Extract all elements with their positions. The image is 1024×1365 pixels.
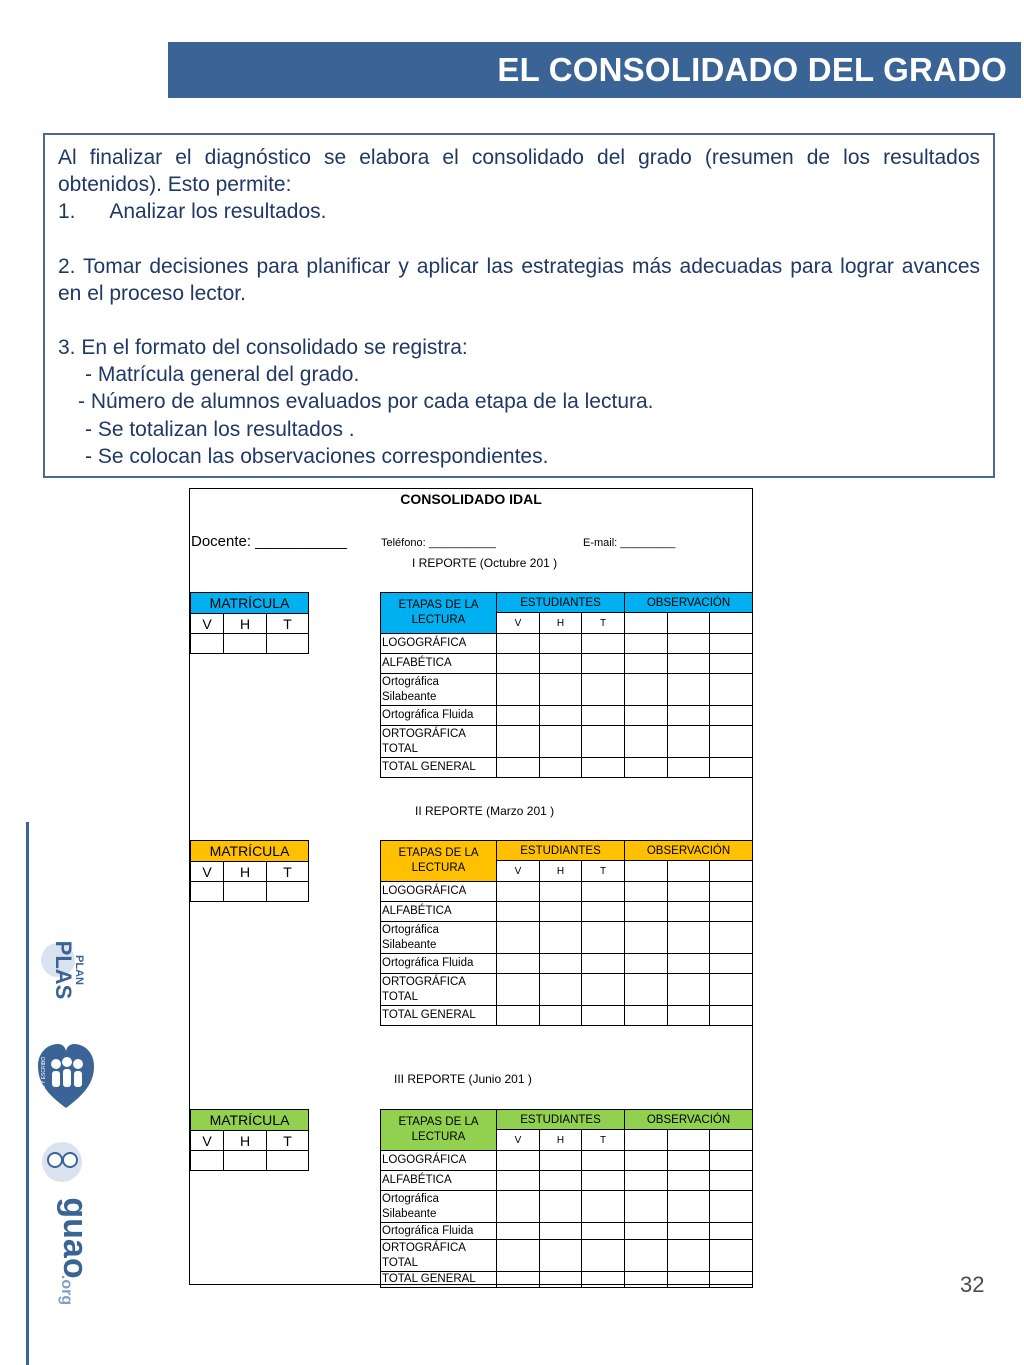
- stage-cell[interactable]: [710, 758, 753, 778]
- v-header: V: [191, 1131, 224, 1151]
- stage-cell[interactable]: [540, 902, 582, 922]
- observacion-cell[interactable]: [668, 861, 710, 882]
- stage-cell[interactable]: [497, 1151, 540, 1171]
- stage-cell[interactable]: [710, 1006, 753, 1026]
- matricula-table: [190, 592, 309, 654]
- stage-cell[interactable]: [540, 1272, 582, 1288]
- stage-label: LOGOGRÁFICA: [381, 1151, 497, 1171]
- stage-cell[interactable]: [540, 922, 582, 954]
- stage-cell[interactable]: [582, 902, 625, 922]
- stage-cell[interactable]: [625, 706, 668, 726]
- stage-label: TOTAL GENERAL: [381, 1006, 497, 1026]
- stage-cell[interactable]: [625, 758, 668, 778]
- h-header: H: [224, 614, 267, 634]
- etapas-table: [380, 1109, 753, 1288]
- stage-label: Ortográfica Fluida: [381, 954, 497, 974]
- stage-cell[interactable]: [540, 954, 582, 974]
- stage-cell[interactable]: [582, 922, 625, 954]
- stage-cell[interactable]: [540, 1171, 582, 1191]
- estudiantes-header: ESTUDIANTES: [497, 841, 625, 861]
- stage-cell[interactable]: [497, 758, 540, 778]
- stage-cell[interactable]: [540, 706, 582, 726]
- org-logo-text: .org: [58, 1274, 75, 1306]
- stage-cell[interactable]: [540, 1151, 582, 1171]
- stage-label: ALFABÉTICA: [381, 902, 497, 922]
- stage-cell[interactable]: [540, 882, 582, 902]
- stage-cell[interactable]: [540, 1006, 582, 1026]
- stage-cell[interactable]: [668, 922, 710, 954]
- stage-cell[interactable]: [497, 902, 540, 922]
- telefono-field: Teléfono: ___________: [381, 537, 496, 549]
- matricula-header: MATRÍCULA: [191, 1110, 309, 1131]
- stage-cell[interactable]: [668, 726, 710, 758]
- bullet-3: - Se totalizan los resultados .: [85, 417, 355, 441]
- stage-cell[interactable]: [497, 1223, 540, 1240]
- stage-cell[interactable]: [540, 974, 582, 1006]
- etapas-table: [380, 840, 753, 1026]
- t-header: T: [582, 613, 625, 634]
- stage-cell[interactable]: [497, 974, 540, 1006]
- item-1: 1. Analizar los resultados.: [58, 200, 327, 224]
- stage-cell[interactable]: [625, 634, 668, 654]
- h-header: H: [224, 1131, 267, 1151]
- stage-cell[interactable]: [710, 1272, 753, 1288]
- matricula-cell[interactable]: [267, 882, 309, 902]
- item-3: 3. En el formato del consolidado se registra:: [58, 336, 468, 360]
- observacion-cell[interactable]: [625, 861, 668, 882]
- stage-cell[interactable]: [497, 922, 540, 954]
- page-number: 32: [960, 1272, 985, 1297]
- plan-plas-logo: [36, 930, 96, 1010]
- stage-cell[interactable]: [668, 902, 710, 922]
- t-header: T: [582, 861, 625, 882]
- stage-cell[interactable]: [540, 634, 582, 654]
- stage-cell[interactable]: [710, 1240, 753, 1272]
- stage-cell[interactable]: [710, 974, 753, 1006]
- stage-cell[interactable]: [625, 922, 668, 954]
- matricula-cell[interactable]: [191, 1151, 224, 1171]
- stage-label: Ortográfica Fluida: [381, 1223, 497, 1240]
- consolidado-form: [189, 488, 753, 1285]
- stage-cell[interactable]: [668, 1171, 710, 1191]
- stage-cell[interactable]: [582, 1223, 625, 1240]
- stage-cell[interactable]: [582, 954, 625, 974]
- stage-label: LOGOGRÁFICA: [381, 882, 497, 902]
- stage-cell[interactable]: [625, 1151, 668, 1171]
- stage-cell[interactable]: [582, 1272, 625, 1288]
- matricula-cell[interactable]: [267, 1151, 309, 1171]
- stage-cell[interactable]: [668, 1223, 710, 1240]
- h-header: H: [540, 861, 582, 882]
- v-header: V: [191, 862, 224, 882]
- bullet-4: - Se colocan las observaciones correspondientes.: [85, 444, 549, 468]
- stage-cell[interactable]: [625, 1006, 668, 1026]
- stage-cell[interactable]: [582, 706, 625, 726]
- stage-cell[interactable]: [710, 954, 753, 974]
- etapas-table: [380, 592, 753, 778]
- info-box: [43, 133, 995, 478]
- stage-label: Ortográfica Silabeante: [381, 922, 497, 954]
- observacion-header: OBSERVACIÓN: [625, 593, 753, 613]
- v-header: V: [497, 1130, 540, 1151]
- matricula-cell[interactable]: [191, 634, 224, 654]
- stage-cell[interactable]: [668, 634, 710, 654]
- stage-cell[interactable]: [497, 674, 540, 706]
- form-title: CONSOLIDADO IDAL: [400, 491, 542, 507]
- stage-label: TOTAL GENERAL: [381, 758, 497, 778]
- observacion-header: OBSERVACIÓN: [625, 1110, 753, 1130]
- h-header: H: [540, 613, 582, 634]
- stage-cell[interactable]: [710, 902, 753, 922]
- stage-cell[interactable]: [710, 882, 753, 902]
- observacion-cell[interactable]: [625, 1130, 668, 1151]
- matricula-header: MATRÍCULA: [191, 593, 309, 614]
- v-header: V: [497, 861, 540, 882]
- title-bar: [168, 42, 1021, 98]
- intro-text: Al finalizar el diagnóstico se elabora el consolidado del grado (resumen de los resultados obtenidos). Esto permite:: [58, 146, 980, 197]
- stage-cell[interactable]: [497, 1272, 540, 1288]
- stage-label: Ortográfica Silabeante: [381, 674, 497, 706]
- stage-cell[interactable]: [625, 1240, 668, 1272]
- stage-cell[interactable]: [582, 758, 625, 778]
- stage-cell[interactable]: [540, 1191, 582, 1223]
- stage-cell[interactable]: [497, 1191, 540, 1223]
- stage-cell[interactable]: [625, 1191, 668, 1223]
- stage-cell[interactable]: [582, 1006, 625, 1026]
- item-2: 2. Tomar decisiones para planificar y aplicar las estrategias más adecuadas para lograr avances en el proceso lector.: [58, 254, 980, 305]
- stage-cell[interactable]: [625, 1272, 668, 1288]
- stage-cell[interactable]: [625, 974, 668, 1006]
- observacion-cell[interactable]: [668, 1130, 710, 1151]
- stage-cell[interactable]: [668, 758, 710, 778]
- stage-cell[interactable]: [497, 954, 540, 974]
- h-header: H: [224, 862, 267, 882]
- stage-cell[interactable]: [497, 1171, 540, 1191]
- stage-cell[interactable]: [668, 882, 710, 902]
- stage-cell[interactable]: [540, 1223, 582, 1240]
- observacion-cell[interactable]: [710, 861, 753, 882]
- bullet-1: - Matrícula general del grado.: [85, 363, 360, 387]
- plan-logo-text: PLAN: [73, 955, 85, 985]
- stage-cell[interactable]: [540, 726, 582, 758]
- heart-logo-text: LEO Y ESCRIBO: [41, 1056, 47, 1096]
- stage-cell[interactable]: [625, 902, 668, 922]
- t-header: T: [267, 862, 309, 882]
- stage-cell[interactable]: [625, 674, 668, 706]
- stage-cell[interactable]: [668, 1191, 710, 1223]
- stage-cell[interactable]: [668, 1151, 710, 1171]
- stage-cell[interactable]: [710, 1191, 753, 1223]
- stage-cell[interactable]: [710, 1171, 753, 1191]
- matricula-cell[interactable]: [224, 882, 267, 902]
- stage-cell[interactable]: [625, 654, 668, 674]
- matricula-cell[interactable]: [224, 1151, 267, 1171]
- matricula-table: [190, 840, 309, 902]
- stage-cell[interactable]: [668, 954, 710, 974]
- t-header: T: [267, 614, 309, 634]
- estudiantes-header: ESTUDIANTES: [497, 1110, 625, 1130]
- stage-cell[interactable]: [582, 882, 625, 902]
- stage-cell[interactable]: [582, 1151, 625, 1171]
- stage-cell[interactable]: [497, 726, 540, 758]
- report-label: II REPORTE (Marzo 201 ): [415, 804, 555, 818]
- plas-logo-text: PLAS: [51, 940, 76, 1000]
- stage-cell[interactable]: [625, 882, 668, 902]
- stage-cell[interactable]: [710, 1151, 753, 1171]
- stage-cell[interactable]: [540, 654, 582, 674]
- stage-cell[interactable]: [710, 674, 753, 706]
- observacion-cell[interactable]: [710, 613, 753, 634]
- stage-cell[interactable]: [497, 882, 540, 902]
- stage-cell[interactable]: [710, 1223, 753, 1240]
- stage-label: ALFABÉTICA: [381, 654, 497, 674]
- etapas-header: ETAPAS DE LA LECTURA: [381, 1110, 497, 1151]
- stage-cell[interactable]: [582, 654, 625, 674]
- stage-cell[interactable]: [540, 758, 582, 778]
- stage-cell[interactable]: [668, 974, 710, 1006]
- matricula-cell[interactable]: [224, 634, 267, 654]
- docente-field: Docente: ___________: [191, 533, 347, 550]
- stage-cell[interactable]: [540, 674, 582, 706]
- stage-cell[interactable]: [582, 1171, 625, 1191]
- stage-cell[interactable]: [625, 954, 668, 974]
- stage-label: ORTOGRÁFICA TOTAL: [381, 974, 497, 1006]
- matricula-cell[interactable]: [191, 882, 224, 902]
- v-header: V: [191, 614, 224, 634]
- stage-cell[interactable]: [668, 654, 710, 674]
- stage-label: ORTOGRÁFICA TOTAL: [381, 1240, 497, 1272]
- h-header: H: [540, 1130, 582, 1151]
- stage-cell[interactable]: [582, 974, 625, 1006]
- stage-cell[interactable]: [710, 706, 753, 726]
- guao-logo-text: guao: [56, 1197, 94, 1279]
- stage-cell[interactable]: [497, 654, 540, 674]
- matricula-cell[interactable]: [267, 634, 309, 654]
- stage-cell[interactable]: [497, 706, 540, 726]
- matricula-header: MATRÍCULA: [191, 841, 309, 862]
- stage-cell[interactable]: [710, 726, 753, 758]
- stage-cell[interactable]: [625, 1171, 668, 1191]
- stage-cell[interactable]: [540, 1240, 582, 1272]
- stage-cell[interactable]: [625, 1223, 668, 1240]
- stage-cell[interactable]: [582, 1191, 625, 1223]
- stage-label: TOTAL GENERAL: [381, 1272, 497, 1288]
- etapas-header: ETAPAS DE LA LECTURA: [381, 593, 497, 634]
- stage-cell[interactable]: [625, 726, 668, 758]
- stage-label: ORTOGRÁFICA TOTAL: [381, 726, 497, 758]
- stage-label: ALFABÉTICA: [381, 1171, 497, 1191]
- report-label: III REPORTE (Junio 201 ): [394, 1072, 532, 1086]
- report-label: I REPORTE (Octubre 201 ): [412, 556, 558, 570]
- stage-cell[interactable]: [668, 1240, 710, 1272]
- left-rule: [26, 822, 29, 1365]
- stage-cell[interactable]: [668, 1006, 710, 1026]
- stage-cell[interactable]: [710, 922, 753, 954]
- stage-cell[interactable]: [668, 1272, 710, 1288]
- stage-cell[interactable]: [582, 674, 625, 706]
- etapas-header: ETAPAS DE LA LECTURA: [381, 841, 497, 882]
- matricula-table: [190, 1109, 309, 1171]
- stage-cell[interactable]: [582, 1240, 625, 1272]
- guao-org-logo: [36, 1140, 96, 1315]
- observacion-cell[interactable]: [710, 1130, 753, 1151]
- v-header: V: [497, 613, 540, 634]
- page-title: EL CONSOLIDADO DEL GRADO: [497, 51, 1007, 88]
- t-header: T: [582, 1130, 625, 1151]
- bullet-2: - Número de alumnos evaluados por cada etapa de la lectura.: [78, 390, 654, 414]
- observacion-cell[interactable]: [625, 613, 668, 634]
- stage-cell[interactable]: [497, 634, 540, 654]
- stage-cell[interactable]: [710, 654, 753, 674]
- stage-label: LOGOGRÁFICA: [381, 634, 497, 654]
- stage-cell[interactable]: [668, 706, 710, 726]
- email-field: E-mail: _________: [583, 537, 676, 549]
- stage-label: Ortográfica Fluida: [381, 706, 497, 726]
- stage-cell[interactable]: [582, 726, 625, 758]
- estudiantes-header: ESTUDIANTES: [497, 593, 625, 613]
- observacion-header: OBSERVACIÓN: [625, 841, 753, 861]
- leo-escribo-heart-logo: [36, 1040, 96, 1112]
- stage-cell[interactable]: [497, 1240, 540, 1272]
- stage-cell[interactable]: [582, 634, 625, 654]
- stage-label: Ortográfica Silabeante: [381, 1191, 497, 1223]
- stage-cell[interactable]: [710, 634, 753, 654]
- stage-cell[interactable]: [497, 1006, 540, 1026]
- stage-cell[interactable]: [668, 674, 710, 706]
- observacion-cell[interactable]: [668, 613, 710, 634]
- t-header: T: [267, 1131, 309, 1151]
